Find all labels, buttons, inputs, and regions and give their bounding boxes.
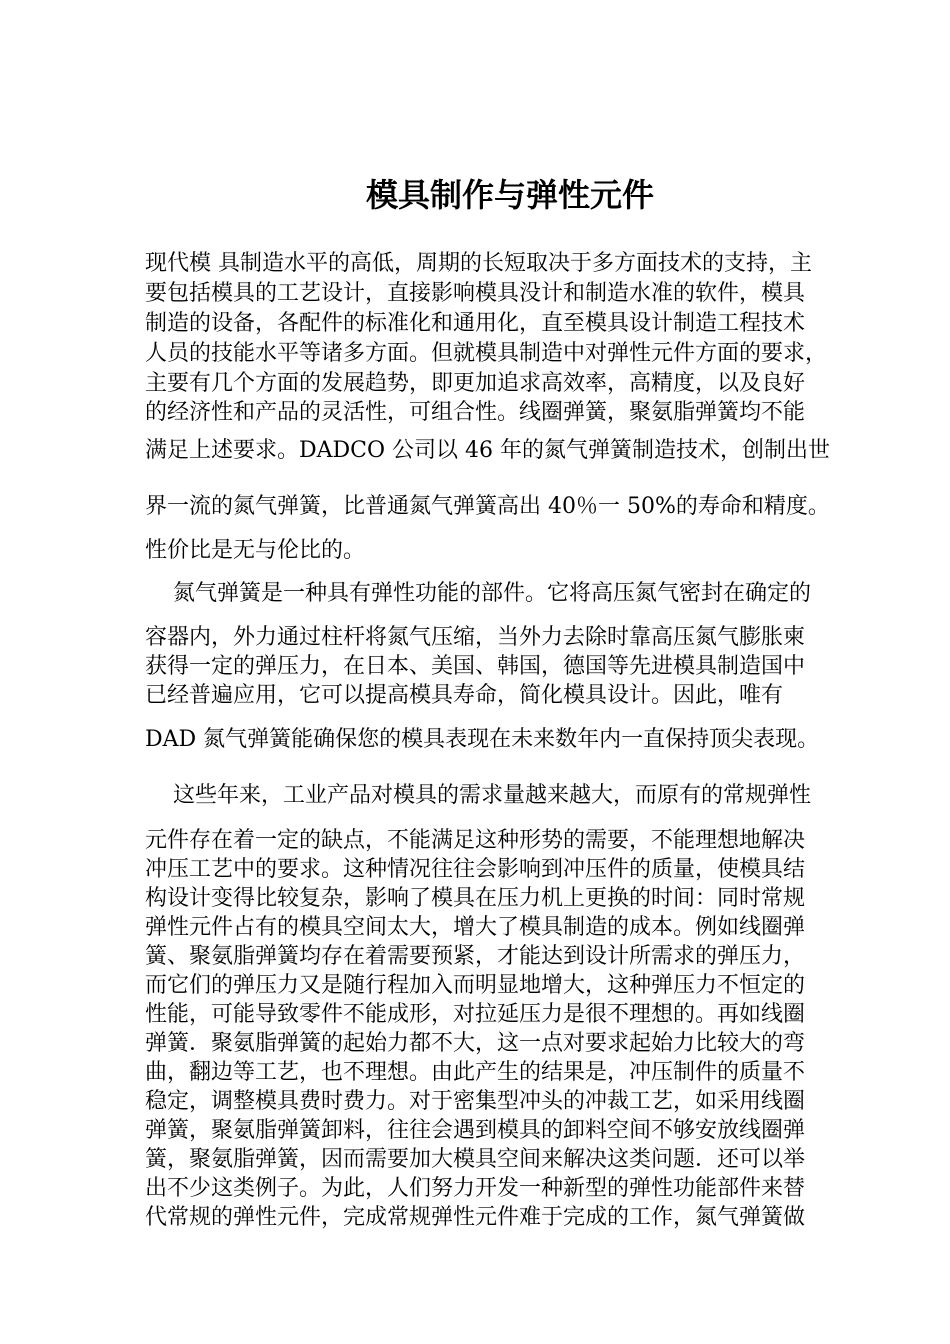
body-line: 主要有几个方面的发展趋势，即更加追求高效率，高精度，以及良好 xyxy=(145,371,806,396)
body-line: 人员的技能水平等诸多方面。但就模具制造中对弹性元件方面的要求， xyxy=(145,341,828,366)
body-line: 现代模 具制造水平的高低，周期的长短取决于多方面技术的支持，主 xyxy=(145,251,812,276)
body-line: 这些年来，工业产品对模具的需求量越来越大，而原有的常规弹性 xyxy=(173,783,812,808)
body-line: 氮气弹簧是一种具有弹性功能的部件。它将高压氮气密封在确定的 xyxy=(173,581,812,606)
body-line: 元件存在着一定的缺点，不能满足这种形势的需要，不能理想地解决 xyxy=(145,828,806,853)
body-line: 簧，聚氨脂弹簧，因而需要加大模具空间来解决这类问题．还可以举 xyxy=(145,1147,806,1172)
body-line: 冲压工艺中的要求。这种情况往往会影响到冲压件的质量，使模具结 xyxy=(145,857,806,882)
body-line: 制造的设备，各配件的标准化和通用化，直至模具设计制造工程技术 xyxy=(145,311,806,336)
body-line: 已经普遍应用，它可以提高模具寿命，简化模具设计。因此，唯有 xyxy=(145,683,784,708)
body-line: 稳定，调整模具费时费力。对于密集型冲头的冲裁工艺，如采用线圈 xyxy=(145,1089,806,1114)
body-line: 获得一定的弹压力，在日本、美国、韩国，德国等先进模具制造国中 xyxy=(145,654,806,679)
body-line: 性价比是无与伦比的。 xyxy=(145,538,366,563)
body-line: 的经济性和产品的灵活性，可组合性。线圈弹簧，聚氨脂弹簧均不能 xyxy=(145,400,806,425)
body-line: 簧、聚氨脂弹簧均存在着需要预紧，才能达到设计所需求的弹压力， xyxy=(145,944,806,969)
body-line: 构设计变得比较复杂，影响了模具在压力机上更换的时间：同时常规 xyxy=(145,886,806,911)
body-line: DAD 氮气弹簧能确保您的模具表现在未来数年内一直保持顶尖表现。 xyxy=(145,727,820,752)
body-line: 要包括模具的工艺设计，直接影响模具没计和制造水准的软件，模具 xyxy=(145,281,806,306)
body-line: 弹簧，聚氨脂弹簧卸料，往往会遇到模具的卸料空间不够安放线圈弹 xyxy=(145,1118,806,1143)
body-line: 界一流的氮气弹簧，比普通氮气弹簧高出 40％一 50%的寿命和精度。 xyxy=(145,494,830,519)
body-line: 满足上述要求。DADCO 公司以 46 年的氮气弹簧制造技术，创制出世 xyxy=(145,438,831,463)
body-line: 代常规的弹性元件，完成常规弹性元件难于完成的工作，氮气弹簧做 xyxy=(145,1205,806,1230)
body-line: 弹簧．聚氨脂弹簧的起始力都不大，这一点对要求起始力比较大的弯 xyxy=(145,1031,806,1056)
body-line: 弹性元件占有的模具空间太大，增大了模具制造的成本。例如线圈弹 xyxy=(145,915,806,940)
body-line: 性能，可能导致零件不能成形，对拉延压力是很不理想的。再如线圈 xyxy=(145,1002,806,1027)
body-line: 而它们的弹压力又是随行程加入而明显地增大，这种弹压力不恒定的 xyxy=(145,973,806,998)
page-title: 模具制作与弹性元件 xyxy=(365,176,654,214)
body-line: 容器内，外力通过柱杆将氮气压缩，当外力去除时靠高压氮气膨胀柬 xyxy=(145,625,806,650)
body-line: 曲，翻边等工艺，也不理想。由此产生的结果是，冲压制件的质量不 xyxy=(145,1060,806,1085)
body-line: 出不少这类例子。为此，人们努力开发一种新型的弹性功能部件来替 xyxy=(145,1176,806,1201)
